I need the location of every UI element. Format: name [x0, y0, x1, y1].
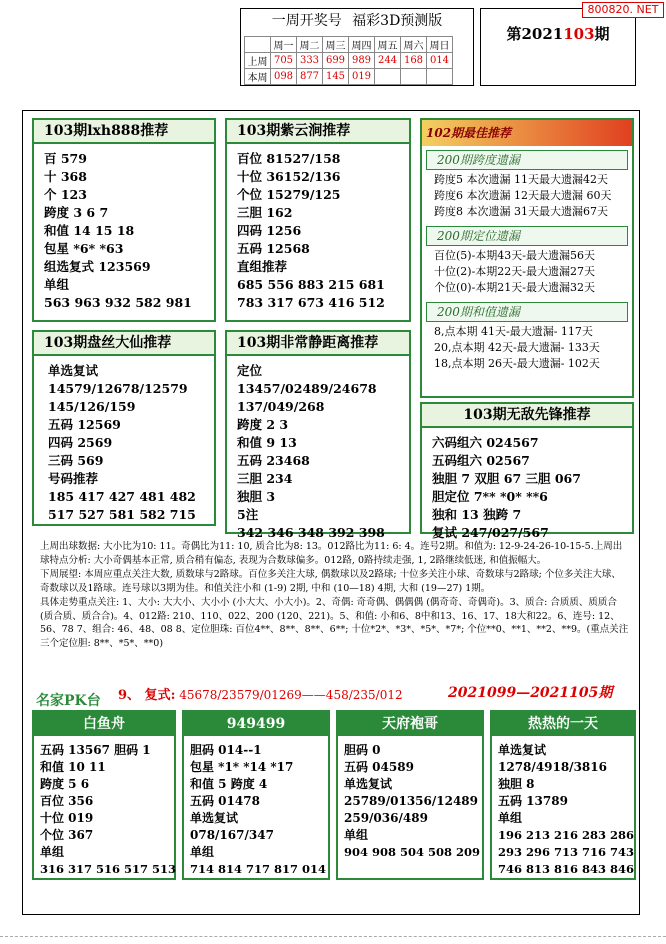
content-line: 五码组六 02567	[432, 453, 530, 468]
content-line: 组选复式 123569	[44, 259, 151, 274]
content-line: 1278/4918/3816	[498, 760, 607, 774]
day-header: 周四	[349, 37, 375, 53]
content-line: 316 317 516 517 513	[40, 862, 177, 876]
ziyunjian-box	[225, 118, 411, 322]
content-line: 185 417 427 481 482	[48, 489, 196, 504]
header-panel	[240, 8, 474, 86]
draw-cell: 168	[401, 53, 427, 69]
content-line: 904 908 504 508 209	[344, 845, 481, 859]
rerede-box	[490, 710, 636, 880]
box-content	[422, 428, 632, 548]
draw-table	[244, 36, 453, 85]
content-line: 四码 1256	[237, 223, 302, 238]
day-header: 周六	[401, 37, 427, 53]
content-line: 五码 12568	[237, 241, 310, 256]
miss-line: 跨度6 本次遗漏 12天最大遗漏 60天	[434, 189, 612, 202]
period-title: 第2021103期	[506, 25, 610, 43]
content-line: 个 123	[44, 187, 87, 202]
box-content	[184, 736, 328, 884]
box-content	[338, 736, 482, 867]
baiyuzhou-box	[32, 710, 176, 880]
draw-cell	[375, 69, 401, 85]
content-line: 685 556 883 215 681	[237, 277, 385, 292]
content-line: 包星 *6* *63	[44, 241, 124, 256]
box-content	[34, 736, 177, 884]
header-title-row	[244, 12, 470, 30]
compound-line: 9、 复式: 45678/23579/01269——458/235/012	[118, 688, 403, 703]
content-line: 五码 23468	[237, 453, 310, 468]
span-miss-title: 200期跨度遗漏	[426, 150, 628, 170]
this-week-label: 本周	[245, 69, 271, 85]
position-miss-list	[426, 246, 628, 298]
content-line: 独胆 7 双胆 67 三胆 067	[432, 471, 581, 486]
content-line: 196 213 216 283 286	[498, 828, 635, 842]
position-miss-title: 200期定位遗漏	[426, 226, 628, 246]
content-line: 517 527 581 582 715	[48, 507, 196, 522]
draw-cell: 019	[349, 69, 375, 85]
box-title: 103期无敌先锋推荐	[422, 404, 632, 428]
content-line: 十位 36152/136	[237, 169, 341, 184]
box-title: 949499	[184, 712, 328, 736]
period-range: 2021099—2021105期	[448, 685, 613, 701]
header-subtitle: 福彩3D预测版	[352, 13, 443, 29]
draw-cell	[401, 69, 427, 85]
best-recommend-panel	[420, 118, 634, 398]
content-line: 个位 367	[40, 828, 94, 842]
analysis-paragraph: 下周展望: 本周应重点关注大数, 质数球与2路球。百位多关注大球, 偶数球以及2路球; 十位多关注小球、奇数球与2路球; 个位多关注大球、奇数球以及1路球。连号球以3期为佳。和值关注小和 (1-9) 2期, 中和 (10—18) 4期, 大和 (19—27) 1期。	[40, 569, 621, 594]
lxh888-box	[32, 118, 216, 322]
content-line: 单组	[44, 277, 70, 292]
content-line: 单组	[498, 811, 523, 825]
box-title: 天府袍哥	[338, 712, 482, 736]
content-line: 独胆 8	[498, 777, 535, 791]
period-panel	[480, 8, 636, 86]
draw-cell: 699	[323, 53, 349, 69]
miss-line: 8,点本期 41天-最大遗漏- 117天	[434, 325, 593, 338]
draw-cell	[427, 69, 453, 85]
draw-cell: 014	[427, 53, 453, 69]
day-header: 周二	[297, 37, 323, 53]
site-watermark: 800820. NET	[582, 2, 664, 18]
content-line: 五码 01478	[190, 794, 260, 808]
content-line: 跨度 5 6	[40, 777, 90, 791]
miss-line: 跨度8 本次遗漏 31天最大遗漏67天	[434, 205, 608, 218]
949499-box	[182, 710, 330, 880]
content-line: 五码 13789	[498, 794, 568, 808]
draw-cell: 098	[271, 69, 297, 85]
content-line: 百位 356	[40, 794, 94, 808]
content-line: 单组	[344, 828, 369, 842]
content-line: 078/167/347	[190, 828, 274, 842]
box-content	[34, 356, 214, 530]
content-line: 六码组六 024567	[432, 435, 539, 450]
miss-line: 百位(5)-本期43天-最大遗漏56天	[434, 249, 596, 262]
content-line: 145/126/159	[48, 399, 136, 414]
last-week-label: 上周	[245, 53, 271, 69]
draw-cell: 333	[297, 53, 323, 69]
content-line: 137/049/268	[237, 399, 325, 414]
content-line: 259/036/489	[344, 811, 428, 825]
miss-line: 个位(0)-本期21天-最大遗漏32天	[434, 281, 596, 294]
draw-cell: 705	[271, 53, 297, 69]
pansidaxian-box	[32, 330, 216, 526]
content-line: 783 317 673 416 512	[237, 295, 385, 310]
content-line: 五码 13567 胆码 1	[40, 743, 151, 757]
miss-line: 20,点本期 42天-最大遗漏- 133天	[434, 341, 600, 354]
draw-cell: 145	[323, 69, 349, 85]
miss-line: 跨度5 本次遗漏 11天最大遗漏42天	[434, 173, 608, 186]
content-line: 五码 04589	[344, 760, 414, 774]
content-line: 独胆 3	[237, 489, 276, 504]
content-line: 13457/02489/24678	[237, 381, 377, 396]
content-line: 14579/12678/12579	[48, 381, 188, 396]
draw-cell: 877	[297, 69, 323, 85]
content-line: 胆码 014--1	[190, 743, 262, 757]
box-content	[227, 356, 409, 548]
content-line: 5注	[237, 507, 259, 522]
header-title: 一周开奖号	[271, 13, 342, 29]
content-line: 单选复试	[498, 743, 547, 757]
box-content	[492, 736, 634, 884]
tianfupaoge-box	[336, 710, 484, 880]
content-line: 四码 2569	[48, 435, 113, 450]
content-line: 个位 15279/125	[237, 187, 341, 202]
analysis-paragraph: 具体走势重点关注: 1、大小: 大大小、大小小 (小大大、小大小)。2、奇偶: 奇奇偶、偶偶偶 (偶奇奇、奇偶奇)。3、质合: 合质质、质质合 (质合质、质合合)。4、012路: 210、110、022、200 (120、221)。5、和值: 小和6、8中和13、16、17、18大和22。6、连号: 12、56、78 7、组合: 46、48、08 8、定位胆珠: 百位4**、8**、8**、6**; 十位*2*、*3*、*5*、*7*; 个位**0、**1、**2、**9。(重点关注三个定位胆: 8**、*5*、**0)	[40, 597, 629, 649]
content-line: 单选复试	[344, 777, 393, 791]
content-line: 714 814 717 817 014	[190, 862, 327, 876]
draw-cell: 989	[349, 53, 375, 69]
content-line: 和值 14 15 18	[44, 223, 135, 238]
box-title: 103期非常静距离推荐	[227, 332, 409, 356]
bottom-divider	[0, 936, 666, 937]
analysis-paragraph: 上周出球数据: 大小比为10: 11。奇偶比为11: 10, 质合比为8: 13。012路比为11: 6: 4。连号2期。和值为: 12-9-24-26-10-15-5.上周出球特点分析: 大小奇偶基本正常, 质合稍有偏态, 表现为合数球偏多。012路, 0路持续走强, 1, 2路继续低迷, 和值振幅大。	[40, 541, 623, 566]
content-line: 百 579	[44, 151, 87, 166]
content-line: 百位 81527/158	[237, 151, 341, 166]
content-line: 342 346 348 392 398	[237, 525, 385, 540]
span-miss-list	[426, 170, 628, 222]
content-line: 单选复试	[48, 363, 99, 378]
content-line: 直组推荐	[237, 259, 288, 274]
box-title: 103期紫云涧推荐	[227, 120, 409, 144]
content-line: 563 963 932 582 981	[44, 295, 192, 310]
content-line: 三胆 162	[237, 205, 293, 220]
content-line: 和值 9 13	[237, 435, 297, 450]
content-line: 五码 12569	[48, 417, 121, 432]
content-line: 746 813 816 843 846	[498, 862, 635, 876]
content-line: 293 296 713 716 743	[498, 845, 635, 859]
day-header: 周日	[427, 37, 453, 53]
content-line: 单组	[40, 845, 65, 859]
box-title: 103期lxh888推荐	[34, 120, 214, 144]
content-line: 定位	[237, 363, 263, 378]
box-title: 白鱼舟	[34, 712, 174, 736]
analysis-text	[40, 540, 630, 651]
content-line: 胆码 0	[344, 743, 381, 757]
draw-cell: 244	[375, 53, 401, 69]
sum-miss-title: 200期和值遗漏	[426, 302, 628, 322]
content-line: 25789/01356/12489	[344, 794, 479, 808]
content-line: 单选复试	[190, 811, 239, 825]
famous-pk-label: 名家PK台	[36, 693, 101, 709]
content-line: 十 368	[44, 169, 87, 184]
content-line: 和值 10 11	[40, 760, 106, 774]
box-title: 103期盘丝大仙推荐	[34, 332, 214, 356]
box-title: 热热的一天	[492, 712, 634, 736]
box-content	[34, 144, 214, 318]
best-recommend-title: 102期最佳推荐	[422, 120, 632, 146]
miss-line: 十位(2)-本期22天-最大遗漏27天	[434, 265, 596, 278]
content-line: 十位 019	[40, 811, 94, 825]
content-line: 和值 5 跨度 4	[190, 777, 268, 791]
content-line: 三码 569	[48, 453, 104, 468]
box-content	[227, 144, 409, 318]
content-line: 跨度 3 6 7	[44, 205, 109, 220]
day-header: 周五	[375, 37, 401, 53]
content-line: 包星 *1* *14 *17	[190, 760, 294, 774]
content-line: 单组	[190, 845, 215, 859]
content-line: 号码推荐	[48, 471, 99, 486]
content-line: 跨度 2 3	[237, 417, 289, 432]
sum-miss-list	[426, 322, 628, 374]
content-line: 独和 13 独跨 7	[432, 507, 522, 522]
day-header: 周一	[271, 37, 297, 53]
day-header: 周三	[323, 37, 349, 53]
content-line: 三胆 234	[237, 471, 293, 486]
content-line: 胆定位 7** *0* **6	[432, 489, 548, 504]
miss-line: 18,点本期 26天-最大遗漏- 102天	[434, 357, 600, 370]
feichangjing-box	[225, 330, 411, 540]
content-line: 复试 247/027/567	[432, 525, 549, 540]
wudixianfeng-box	[420, 402, 634, 540]
